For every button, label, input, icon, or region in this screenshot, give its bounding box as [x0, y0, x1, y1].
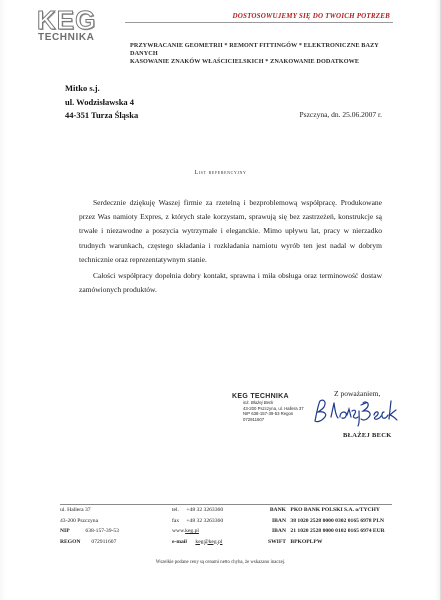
logo-sub-text: TECHNIKA: [38, 32, 95, 43]
stamp-owner: inż. Błażej Beck: [243, 400, 274, 405]
email-label: e-mail: [172, 538, 187, 545]
footer-street: ul. Hallera 37: [60, 507, 91, 513]
company-stamp: [232, 393, 312, 422]
services-line-1: PRZYWRACANIE GEOMETRII * REMONT FITTINGÓW * ELEKTRONICZNE BAZY DANYCH: [130, 42, 379, 57]
company-logo: [37, 7, 123, 45]
fax-label: fax: [172, 517, 180, 524]
services-list: [130, 42, 400, 66]
recipient-street: ul. Wodzisławska 4: [65, 97, 135, 107]
swift-label: SWIFT: [267, 538, 286, 545]
nip-value: 638-157-39-53: [85, 528, 119, 534]
letter-body: [79, 196, 382, 297]
fax-value: +48 32 3263360: [186, 517, 224, 524]
body-paragraph-2: Całości współpracy dopełnia dobry kontakt, sprawna i miła obsługa oraz terminowość dostaw zamówionych produktów.: [79, 271, 382, 295]
bank-name: PKO BANK POLSKI S.A. o/TYCHY: [290, 507, 380, 513]
footer-fax: [172, 516, 223, 527]
footer-www: [172, 526, 223, 537]
stamp-ids: NIP 638-157-39-53 Regon 072911607: [243, 411, 294, 422]
bank-label: BANK: [269, 507, 286, 513]
logo-main-text: KEG: [37, 5, 97, 35]
www-label: www.: [172, 528, 186, 534]
tel-label: tel.: [172, 507, 179, 513]
body-paragraph-1: Serdecznie dziękuję Waszej firmie za rzetelną i bezproblemową współpracę. Produkowane przez Was namioty Expres, z których stale korzystam, sprawują się bez zastrzeżeń, konstrukcje są trwałe i niezawodne a poszycia wytrzymałe i eleganckie. Mimo upływu lat, pracy w nierzadko trudnych warunkach, częstego składania i rozkładania namiotu wyrób ten jest nadal w dobrym technicznie oraz reprezentatywnym stanie.: [79, 198, 382, 264]
footer-address-column: [60, 505, 119, 547]
regon-value: 072911607: [91, 538, 117, 545]
letter-title: List referencyjny: [194, 170, 247, 176]
swift-value: BPKOPLPW: [290, 538, 323, 545]
email-link[interactable]: keg@keg.pl: [195, 538, 223, 545]
iban-pln-value: 38 1020 2528 0000 0302 0165 6978 PLN: [290, 517, 385, 524]
footer-email: [172, 537, 223, 548]
nip-label: NIP: [60, 528, 70, 534]
www-link[interactable]: keg.pl: [185, 528, 199, 534]
company-tagline: DOSTOSOWUJEMY SIĘ DO TWOICH POTRZEB: [232, 12, 390, 20]
footer-iban-eur: [260, 526, 385, 537]
iban-eur-label: IBAN: [272, 528, 286, 534]
header-divider: [125, 22, 393, 23]
letter-date: Pszczyna, dn. 25.06.2007 r.: [299, 110, 382, 119]
stamp-company: KEG TECHNIKA: [232, 393, 289, 400]
footer-tel: [172, 505, 223, 516]
footer-contact-column: [172, 505, 223, 547]
regon-label: REGON: [60, 538, 81, 545]
footer-iban-pln: [260, 516, 385, 527]
iban-pln-label: IBAN: [272, 517, 286, 524]
footer-nip: [60, 526, 119, 537]
services-line-2: KASOWANIE ZNAKÓW WŁAŚCICIELSKICH * ZNAKOWANIE DODATKOWE: [130, 58, 360, 65]
footer-bank-column: [260, 505, 385, 547]
footer-regon: [60, 537, 119, 548]
closing-regards: Z poważaniem,: [334, 389, 381, 398]
signer-name: BŁAŻEJ BECK: [343, 432, 392, 439]
tel-value: +48 32 3263360: [186, 507, 224, 513]
recipient-city: 44-351 Turza Śląska: [65, 110, 139, 120]
footer-city: 43-200 Pszczyna: [60, 517, 99, 524]
handwritten-signature: [311, 395, 401, 429]
recipient-name: Mitko s.j.: [65, 83, 100, 93]
footer-swift: [260, 537, 385, 548]
footer-fine-print: Wszelkie podane ceny są cenami netto chyba, że wskazano inaczej.: [155, 560, 286, 565]
iban-eur-value: 21 1020 2528 0000 0102 0165 6974 EUR: [290, 528, 385, 534]
stamp-address: 43-200 Pszczyna, ul. Hallera 37: [243, 405, 304, 411]
footer-bank: [260, 505, 385, 516]
